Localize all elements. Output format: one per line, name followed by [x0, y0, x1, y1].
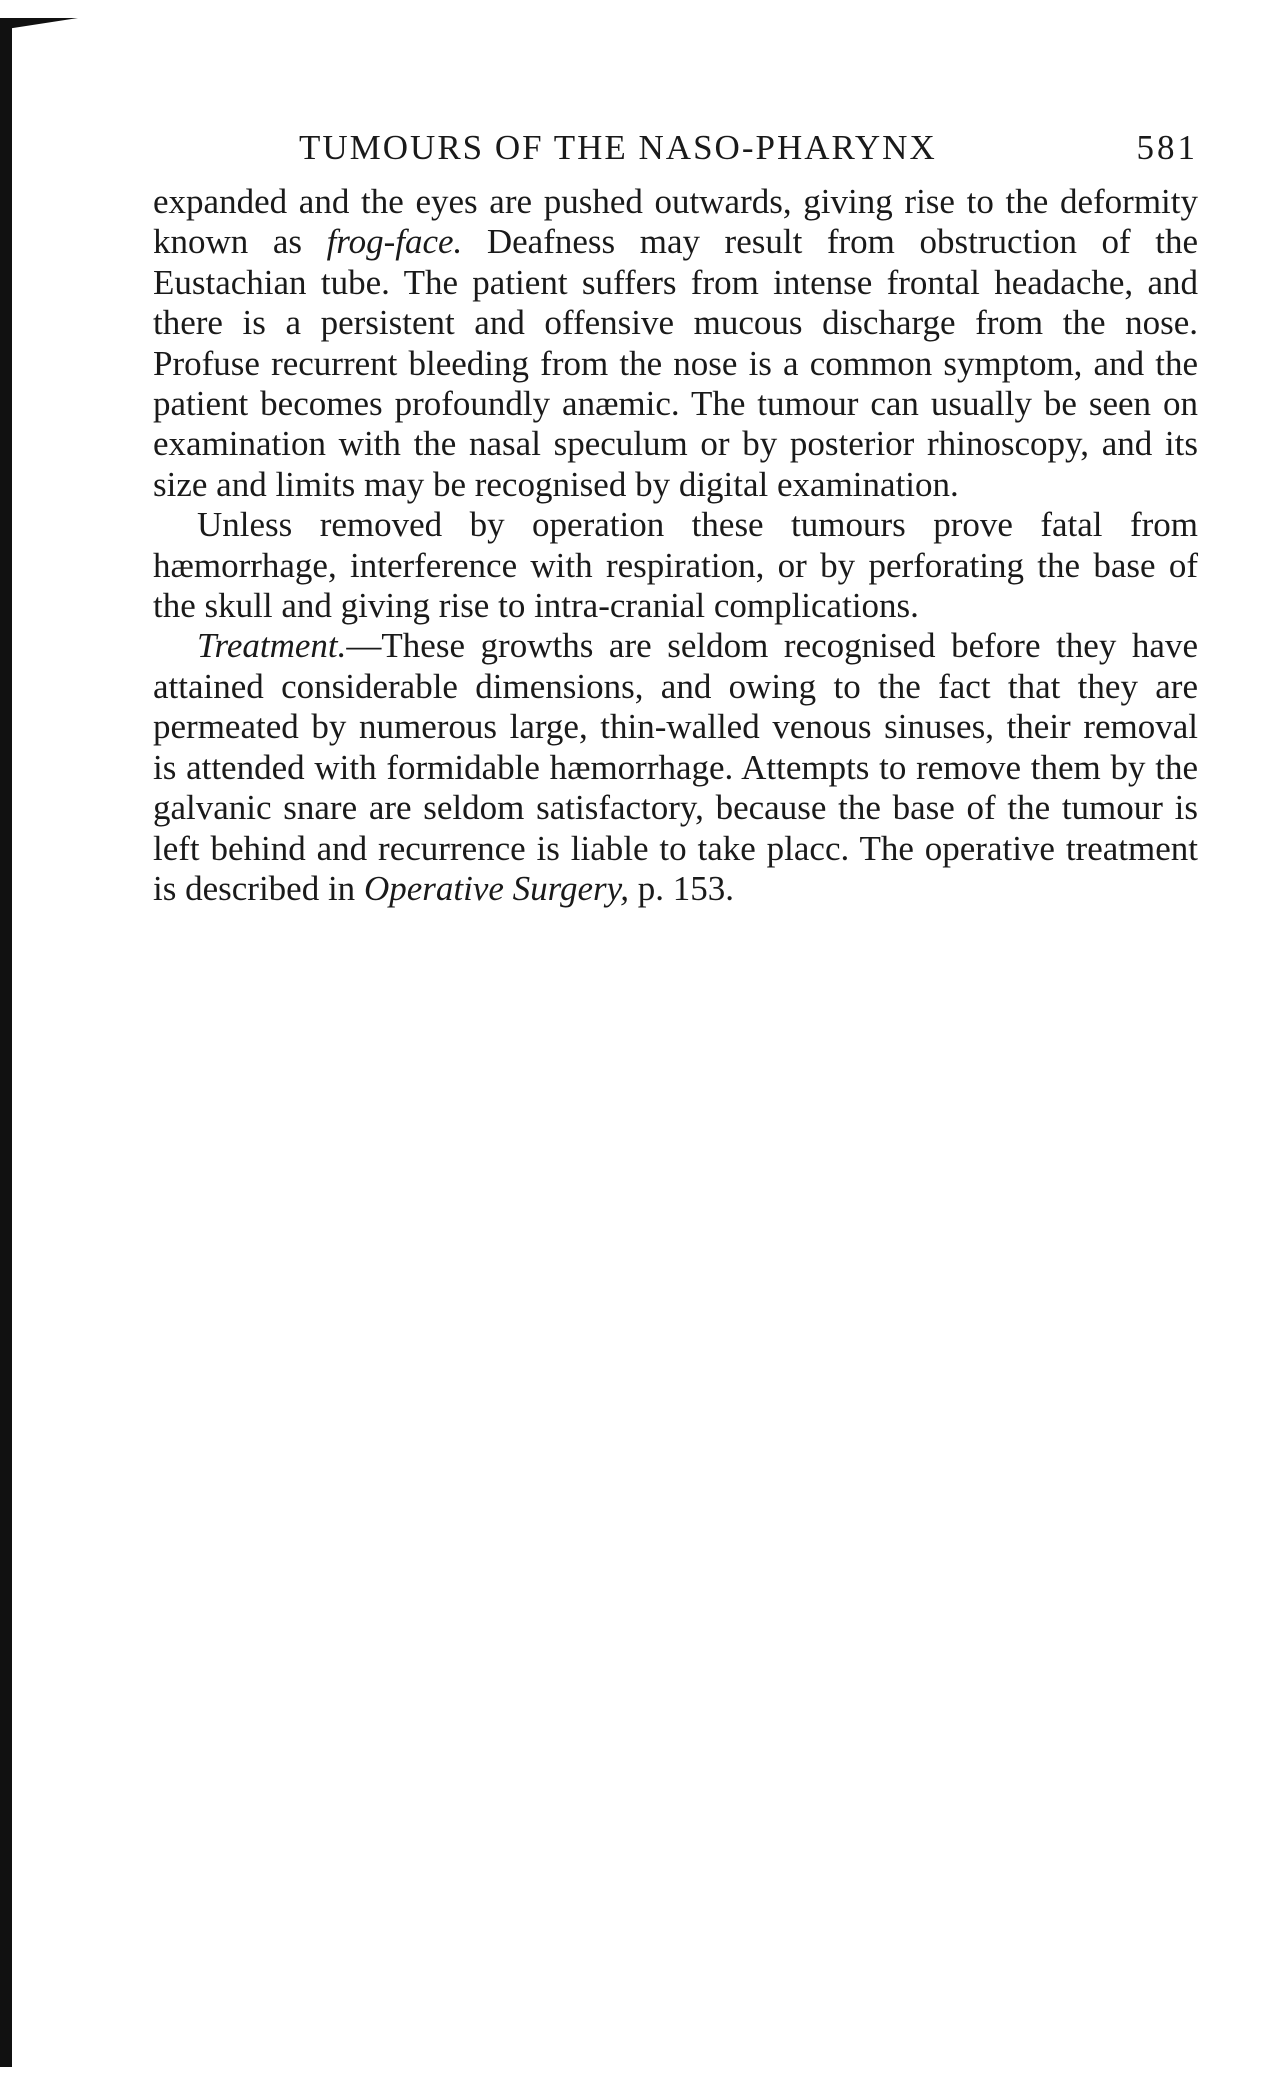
paragraph-text: p. 153.: [628, 868, 734, 908]
running-title: TUMOURS OF THE NASO-PHARYNX: [299, 128, 937, 167]
emphasis-term: frog-face.: [326, 222, 463, 262]
book-page: [153, 128, 1198, 909]
cross-reference: Operative Surgery,: [363, 868, 629, 908]
paragraph-text: expanded and the eyes are pushed outwards, giving rise to the deformity known as: [153, 182, 1198, 262]
page-number: 581: [1136, 128, 1198, 167]
paragraph-text: —These growths are seldom recognised before they have attained considerable dimensions, and owing to the fact that they are permeated by numerous large, thin-walled venous sinuses, their removal is attended with formidable hæmorrhage. Attempts to remove them by the galvanic snare are seldom satisfactory, because the base of the tumour is left behind and recurrence is liable to take placc. The operative treatment is described in: [153, 626, 1198, 908]
paragraph-text: Deafness may result from obstruction of the Eustachian tube. The patient suffers from intense frontal headache, and there is a persistent and offensive mucous discharge from the nose. Profuse recurrent bleeding from the nose is a common symptom, and the patient becomes profoundly anæmic. The tumour can usually be seen on examination with the nasal speculum or by posterior rhinoscopy, and its size and limits may be recognised by digital examination.: [153, 222, 1198, 504]
paragraph-prognosis: [153, 505, 1198, 626]
running-head: [299, 128, 1198, 168]
binding-edge: [0, 22, 12, 2067]
paragraph-treatment: [153, 626, 1198, 909]
paragraph-symptoms: [153, 182, 1198, 505]
section-heading: Treatment.: [197, 626, 347, 666]
paragraph-text: Unless removed by operation these tumours prove fatal from hæmorrhage, interference with respiration, or by perforating the base of the skull and giving rise to intra-cranial complications.: [153, 505, 1198, 626]
